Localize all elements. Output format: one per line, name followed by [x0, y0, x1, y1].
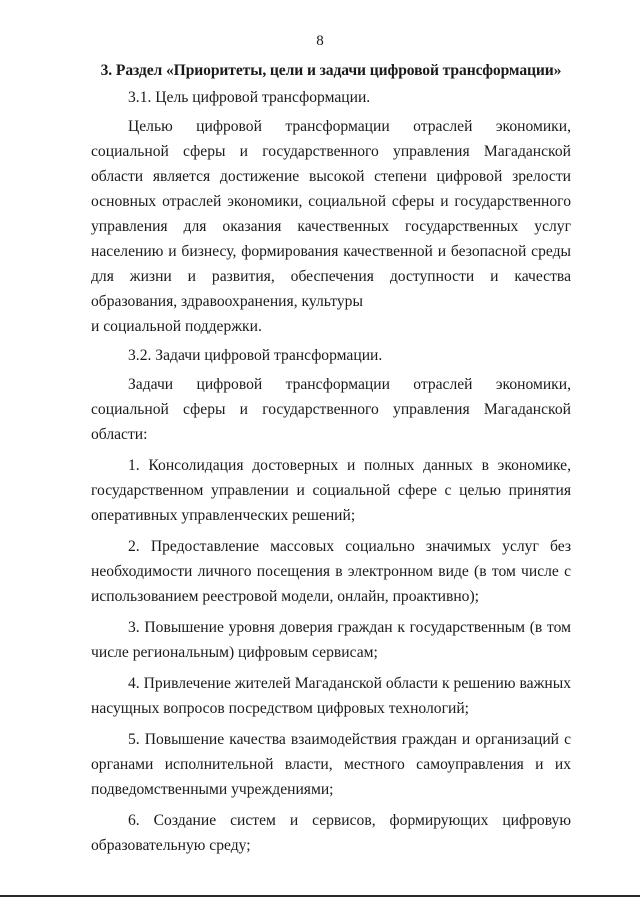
goal-paragraph: Целью цифровой трансформации отраслей экономики, социальной сферы и государственного управления Магаданской области является достижение высокой степени цифровой зрелости основных отраслей экономики, социальной сферы и государственного управления для оказания качественных государственных услуг населению и бизнесу, формирования качественной и безопасной среды для жизни и развития, обеспечения доступности и качества образования, здравоохранения, культуры	[91, 118, 571, 310]
task-item: 1. Консолидация достоверных и полных данных в экономике, государственном управлении и социальной сфере с целью принятия оперативных управленческих решений;	[91, 457, 571, 524]
tasks-intro: Задачи цифровой трансформации отраслей экономики, социальной сферы и государственного управления Магаданской области:	[91, 376, 571, 443]
task-item: 5. Повышение качества взаимодействия граждан и организаций с органами исполнительной власти, местного самоуправления и их подведомственными учреждениями;	[91, 731, 571, 798]
task-item: 6. Создание систем и сервисов, формирующих цифровую образовательную среду;	[91, 812, 571, 854]
section-heading: 3. Раздел «Приоритеты, цели и задачи цифровой трансформации»	[100, 62, 562, 79]
task-item: 2. Предоставление массовых социально значимых услуг без необходимости личного посещения в электронном виде (в том числе с использованием реестровой модели, онлайн, проактивно);	[91, 538, 571, 605]
page-content	[91, 58, 571, 858]
subsection-goal-heading: 3.1. Цель цифровой трансформации.	[128, 89, 371, 106]
page-number: 8	[316, 33, 324, 49]
subsection-tasks-heading: 3.2. Задачи цифровой трансформации.	[128, 347, 383, 364]
goal-paragraph-end: и социальной поддержки.	[91, 318, 262, 335]
task-item: 4. Привлечение жителей Магаданской области к решению важных насущных вопросов посредством цифровых технологий;	[91, 675, 571, 717]
bottom-edge-line	[0, 895, 640, 897]
task-item: 3. Повышение уровня доверия граждан к государственным (в том числе региональным) цифровым сервисам;	[91, 619, 571, 661]
